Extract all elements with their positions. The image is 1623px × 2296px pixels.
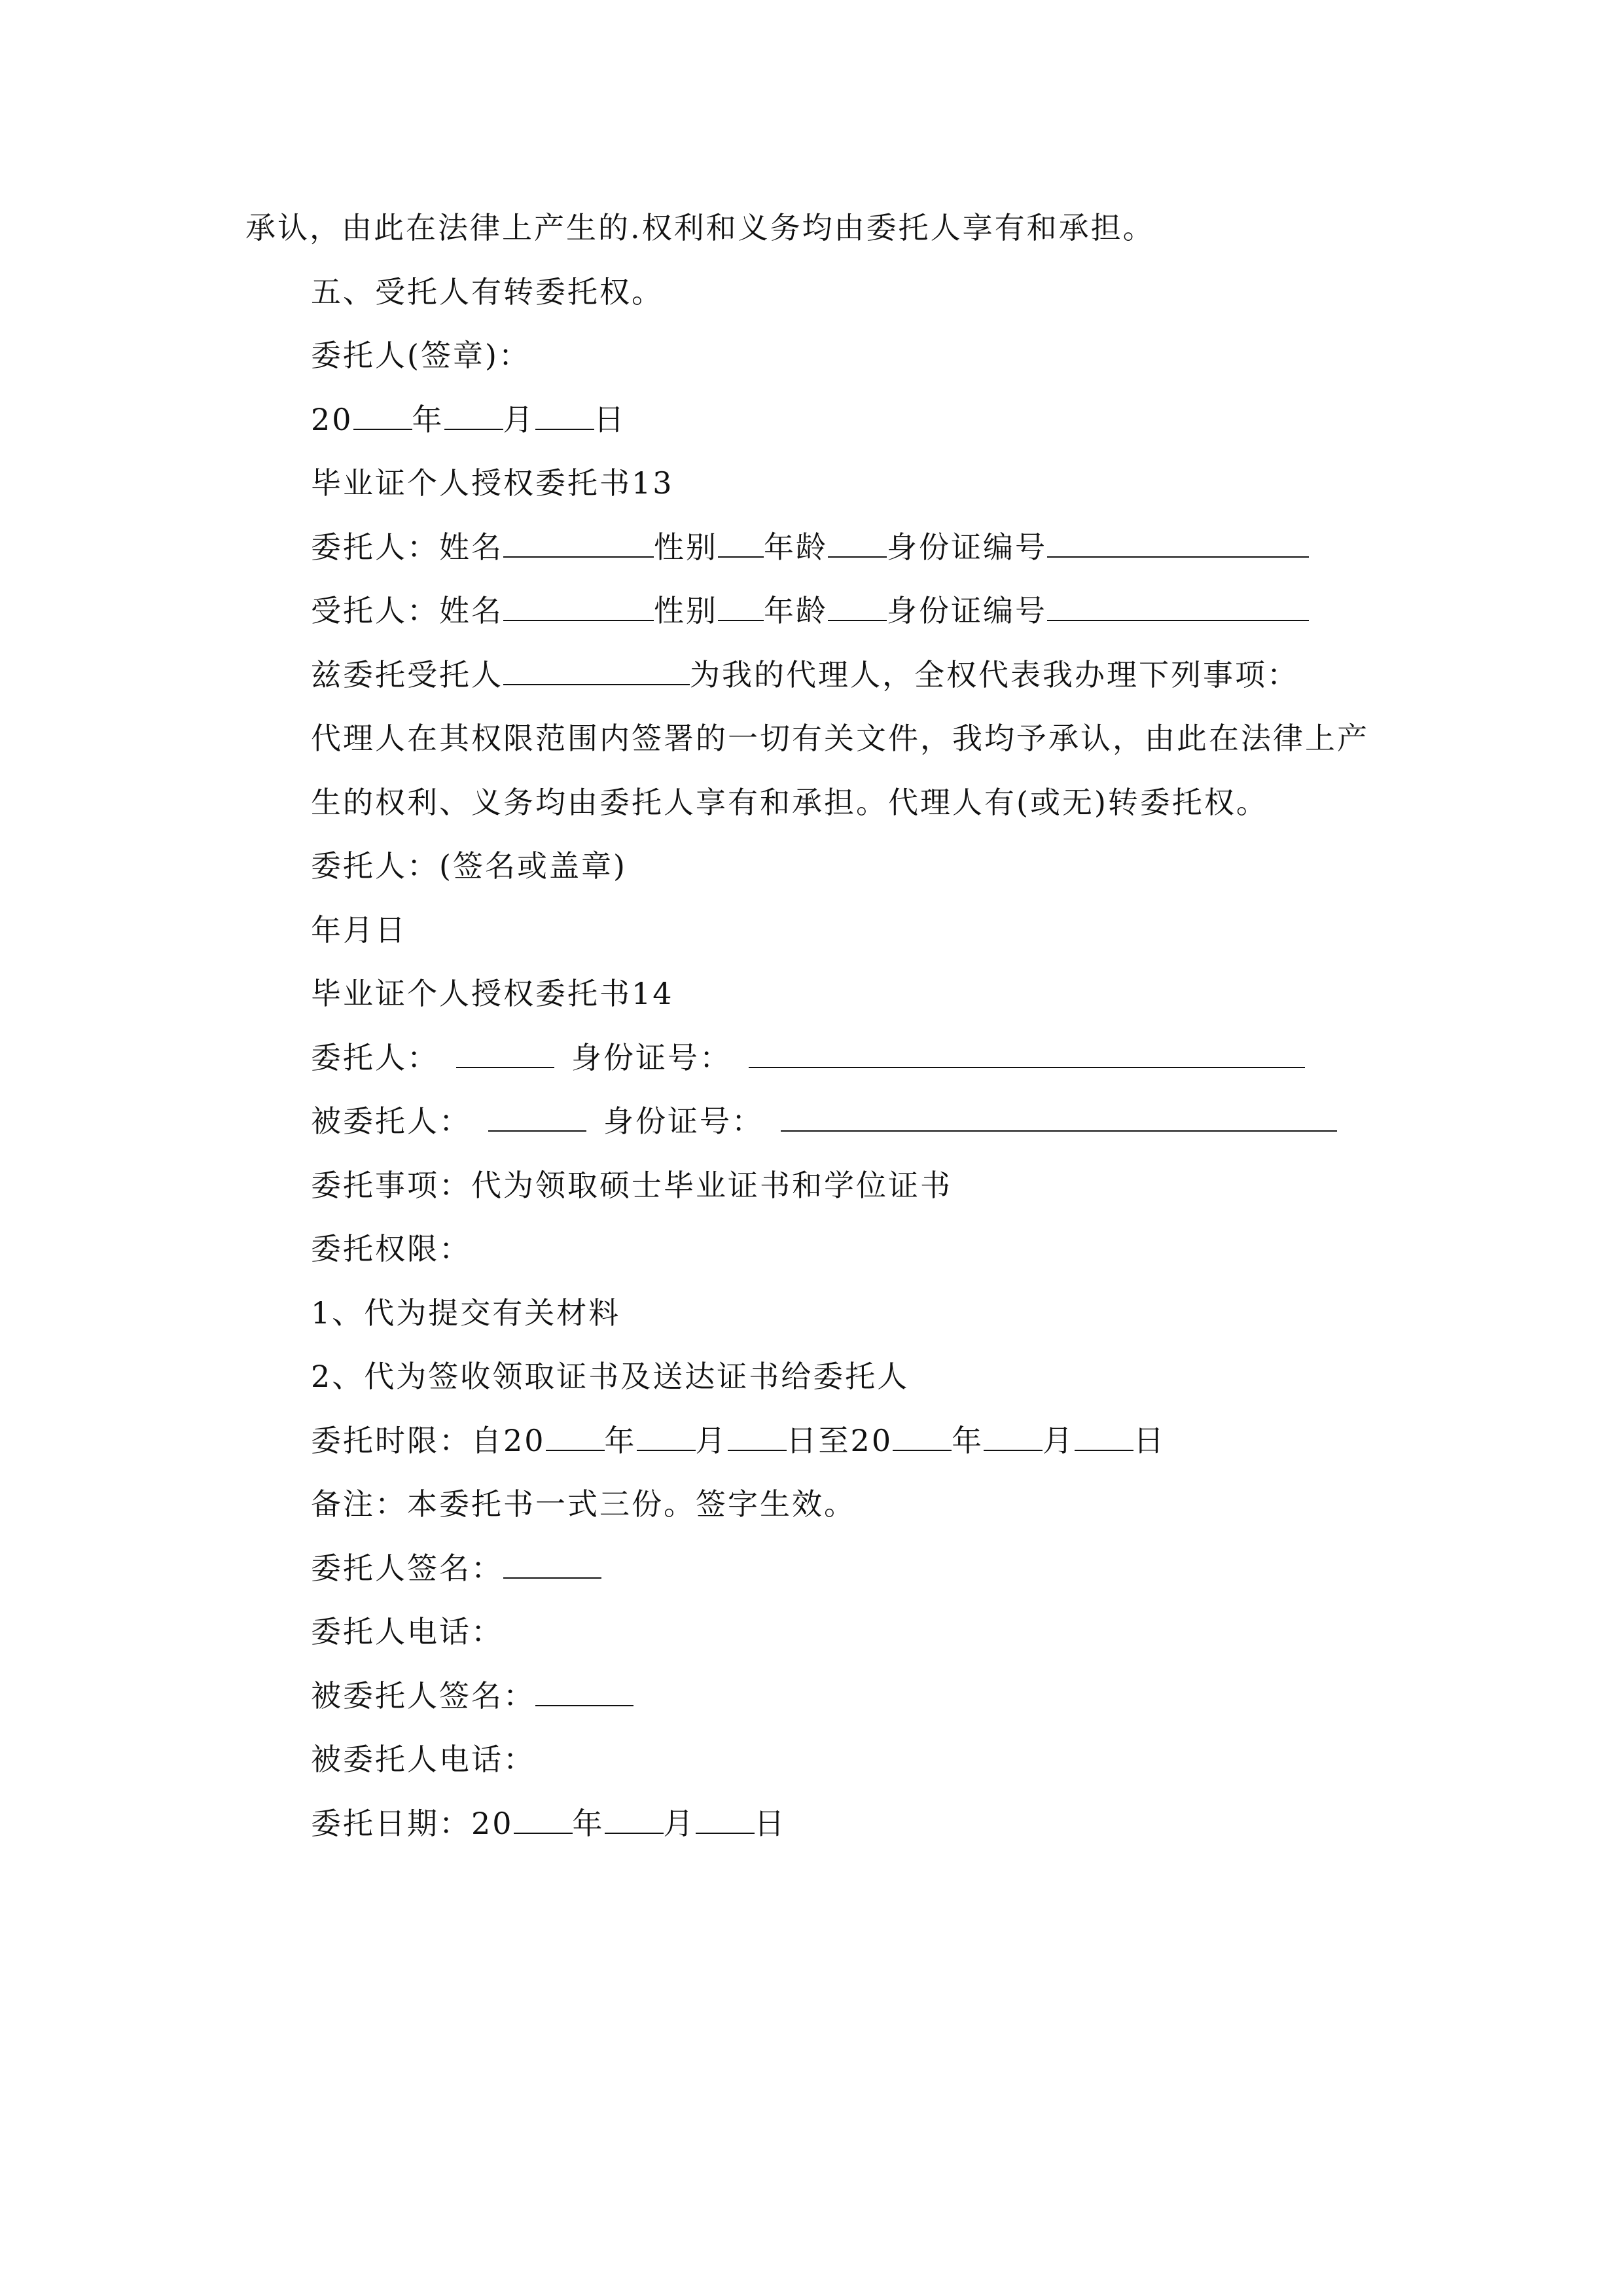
matter-line: 委托事项：代为领取硕士毕业证书和学位证书 bbox=[311, 1167, 952, 1203]
gender-label: 性别 bbox=[654, 593, 718, 628]
name-blank bbox=[503, 531, 654, 558]
principal-seal-label: 委托人(签章)： bbox=[311, 338, 531, 373]
month-label: 月 bbox=[503, 401, 535, 437]
month-label: 月 bbox=[1043, 1422, 1075, 1458]
agent-blank bbox=[503, 659, 690, 685]
principal-signature-line bbox=[245, 1537, 1384, 1601]
term-end-prefix: 日至20 bbox=[786, 1422, 893, 1458]
gender-blank bbox=[718, 595, 764, 621]
date-line bbox=[245, 388, 1384, 452]
signature-blank bbox=[503, 1552, 601, 1579]
principal-info-line bbox=[245, 516, 1384, 580]
clause-five: 五、受托人有转委托权。 bbox=[311, 274, 664, 310]
principal-label: 委托人： bbox=[311, 1039, 439, 1075]
id-number-blank bbox=[1047, 531, 1309, 558]
day-blank bbox=[696, 1808, 755, 1834]
agent-id-line bbox=[245, 1090, 1384, 1154]
section-title-14: 毕业证个人授权委托书14 bbox=[311, 976, 674, 1011]
authority-item-2: 2、代为签收领取证书及送达证书给委托人 bbox=[311, 1359, 910, 1394]
principal-id-line bbox=[245, 1026, 1384, 1090]
age-label: 年龄 bbox=[764, 529, 828, 565]
agent-blank bbox=[488, 1105, 586, 1132]
day-label: 日 bbox=[594, 401, 626, 437]
gender-blank bbox=[718, 531, 764, 558]
entrust-date-prefix: 委托日期：20 bbox=[311, 1805, 514, 1841]
year-label: 年 bbox=[952, 1422, 984, 1458]
agent-info-line bbox=[245, 579, 1384, 643]
appointment-line bbox=[245, 643, 1384, 708]
id-label: 身份证号： bbox=[571, 1039, 732, 1075]
principal-sign-label: 委托人：(签名或盖章) bbox=[311, 848, 627, 884]
day-label: 日 bbox=[1133, 1422, 1166, 1458]
document-body bbox=[245, 196, 1384, 1856]
term-start-prefix: 委托时限：自20 bbox=[311, 1422, 546, 1458]
authority-item-1: 1、代为提交有关材料 bbox=[311, 1295, 621, 1331]
term-line bbox=[245, 1409, 1384, 1473]
year-blank bbox=[353, 404, 412, 430]
name-blank bbox=[503, 595, 654, 621]
agent-signature-label: 被委托人签名： bbox=[311, 1677, 535, 1713]
age-blank bbox=[828, 531, 887, 558]
principal-blank bbox=[456, 1042, 554, 1068]
agent-signature-line bbox=[245, 1664, 1384, 1729]
year-label: 年 bbox=[412, 401, 444, 437]
year-label: 年 bbox=[572, 1805, 605, 1841]
month-blank bbox=[984, 1425, 1043, 1451]
day-label: 日 bbox=[754, 1805, 787, 1841]
month-blank bbox=[444, 404, 503, 430]
text-line: 承认，由此在法律上产生的.权利和义务均由委托人享有和承担。 bbox=[245, 210, 1155, 245]
principal-name-label: 委托人：姓名 bbox=[311, 529, 503, 565]
day-blank bbox=[1075, 1425, 1133, 1451]
agent-phone-label: 被委托人电话： bbox=[311, 1742, 535, 1777]
gender-label: 性别 bbox=[654, 529, 718, 565]
appointment-text: 兹委托受托人 bbox=[311, 656, 503, 692]
month-blank bbox=[637, 1425, 696, 1451]
year-blank bbox=[546, 1425, 605, 1451]
year-blank bbox=[514, 1808, 573, 1834]
age-blank bbox=[828, 595, 887, 621]
id-blank bbox=[749, 1042, 1305, 1068]
signature-blank bbox=[535, 1680, 633, 1706]
authority-paragraph: 代理人在其权限范围内签署的一切有关文件，我均予承认，由此在法律上产生的权利、义务均由委托人享有和承担。代理人有(或无)转委托权。 bbox=[311, 721, 1369, 820]
appointment-text-end: 为我的代理人，全权代表我办理下列事项： bbox=[690, 656, 1299, 692]
id-blank bbox=[781, 1105, 1337, 1132]
remark-line: 备注：本委托书一式三份。签字生效。 bbox=[311, 1486, 856, 1522]
id-number-label: 身份证编号 bbox=[887, 529, 1047, 565]
month-label: 月 bbox=[663, 1805, 696, 1841]
id-number-blank bbox=[1047, 595, 1309, 621]
principal-signature-label: 委托人签名： bbox=[311, 1550, 503, 1586]
month-label: 月 bbox=[695, 1422, 728, 1458]
id-number-label: 身份证编号 bbox=[887, 593, 1047, 628]
agent-label: 被委托人： bbox=[311, 1103, 471, 1139]
year-label: 年 bbox=[604, 1422, 637, 1458]
section-title-13: 毕业证个人授权委托书13 bbox=[311, 465, 674, 501]
year-prefix: 20 bbox=[311, 401, 353, 437]
agent-name-label: 受托人：姓名 bbox=[311, 593, 503, 628]
year-blank bbox=[893, 1425, 952, 1451]
age-label: 年龄 bbox=[764, 593, 828, 628]
entrust-date-line bbox=[245, 1792, 1384, 1856]
month-blank bbox=[605, 1808, 664, 1834]
day-blank bbox=[535, 404, 594, 430]
day-blank bbox=[728, 1425, 787, 1451]
id-label: 身份证号： bbox=[603, 1103, 764, 1139]
authority-label: 委托权限： bbox=[311, 1231, 471, 1266]
date-label: 年月日 bbox=[311, 912, 407, 948]
principal-phone-label: 委托人电话： bbox=[311, 1614, 503, 1649]
